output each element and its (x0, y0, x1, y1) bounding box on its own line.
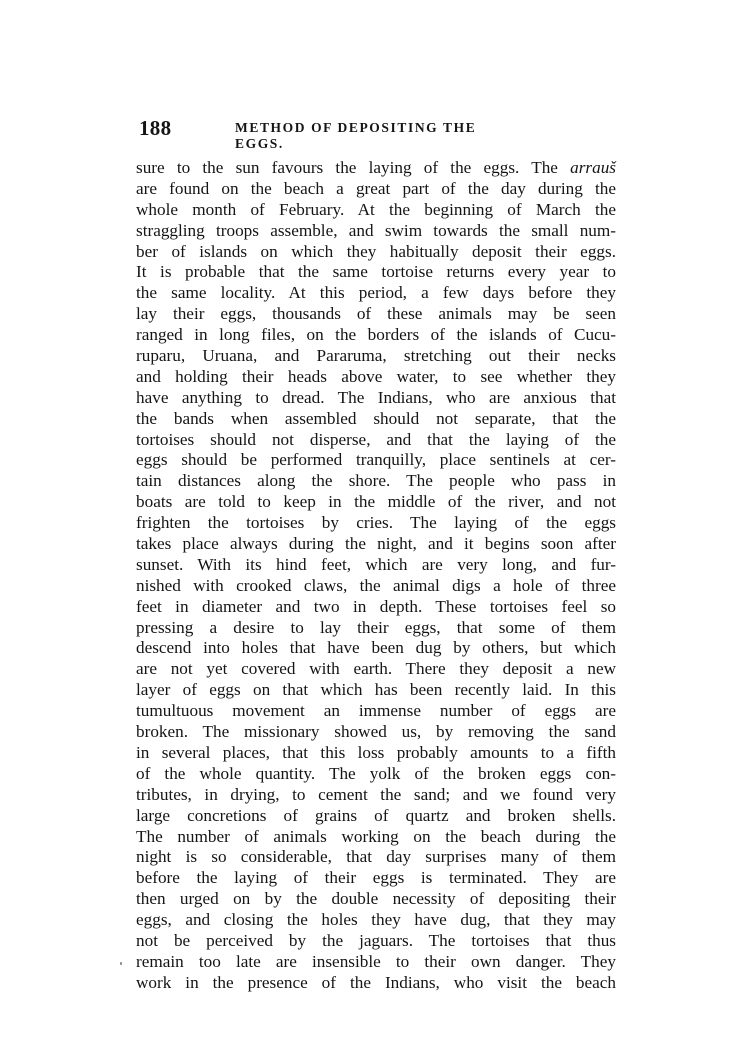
text-line: in several places, that this loss probably amounts to a fifth (136, 742, 616, 762)
text-line: tumultuous movement an immense number of eggs are (136, 701, 616, 721)
text-line: pressing a desire to lay their eggs, that some of them (136, 617, 616, 637)
text-line: work in the presence of the Indians, who visit the beach (136, 972, 616, 992)
text-line: of the whole quantity. The yolk of the broken eggs con- (136, 763, 616, 783)
text-line: The number of animals working on the beach during the (136, 826, 616, 846)
text-line: night is so considerable, that day surprises many of them (136, 847, 616, 867)
text-line: tortoises should not disperse, and that the laying of the (136, 429, 616, 449)
text-line: eggs should be performed tranquilly, place sentinels at cer- (136, 450, 616, 470)
text-line: and holding their heads above water, to see whether they (136, 366, 616, 386)
print-speck (120, 962, 122, 965)
text-line: It is probable that the same tortoise returns every year to (136, 262, 616, 282)
text-line: are not yet covered with earth. There they deposit a new (136, 659, 616, 679)
text-line: nished with crooked claws, the animal digs a hole of three (136, 575, 616, 595)
text-line: frighten the tortoises by cries. The laying of the eggs (136, 513, 616, 533)
text-line: eggs, and closing the holes they have dug, that they may (136, 910, 616, 930)
text-line: are found on the beach a great part of the day during the (136, 178, 616, 198)
text-line: the same locality. At this period, a few days before they (136, 283, 616, 303)
text-line: sunset. With its hind feet, which are very long, and fur- (136, 554, 616, 574)
text-line: takes place always during the night, and it begins soon after (136, 534, 616, 554)
text-line: ruparu, Uruana, and Pararuma, stretching out their necks (136, 346, 616, 366)
text-line: tributes, in drying, to cement the sand; and we found very (136, 784, 616, 804)
text-line: straggling troops assemble, and swim towards the small num- (136, 220, 616, 240)
text-line: feet in diameter and two in depth. These tortoises feel so (136, 596, 616, 616)
body-text (136, 158, 616, 994)
text-line: large concretions of grains of quartz and broken shells. (136, 805, 616, 825)
text-line: descend into holes that have been dug by others, but which (136, 638, 616, 658)
running-head: METHOD OF DEPOSITING THE EGGS. (235, 120, 477, 151)
text-line: whole month of February. At the beginning of March the (136, 199, 616, 219)
text-line: then urged on by the double necessity of depositing their (136, 889, 616, 909)
text-line: boats are told to keep in the middle of the river, and not (136, 492, 616, 512)
page-header (139, 116, 529, 151)
text-line: before the laying of their eggs is terminated. They are (136, 868, 616, 888)
text-line: tain distances along the shore. The people who pass in (136, 471, 616, 491)
text-line: broken. The missionary showed us, by removing the sand (136, 722, 616, 742)
text-line: have anything to dread. The Indians, who are anxious that (136, 387, 616, 407)
text-line: ranged in long files, on the borders of the islands of Cucu- (136, 325, 616, 345)
text-line: layer of eggs on that which has been recently laid. In this (136, 680, 616, 700)
text-line: lay their eggs, thousands of these animals may be seen (136, 304, 616, 324)
text-line: ber of islands on which they habitually deposit their eggs. (136, 241, 616, 261)
text-line: the bands when assembled should not separate, that the (136, 408, 616, 428)
page-number: 188 (139, 116, 172, 140)
text-line: sure to the sun favours the laying of the eggs. The arrauš (136, 158, 616, 177)
text-line: not be perceived by the jaguars. The tortoises that thus (136, 930, 616, 950)
text-line: remain too late are insensible to their own danger. They (136, 951, 616, 971)
